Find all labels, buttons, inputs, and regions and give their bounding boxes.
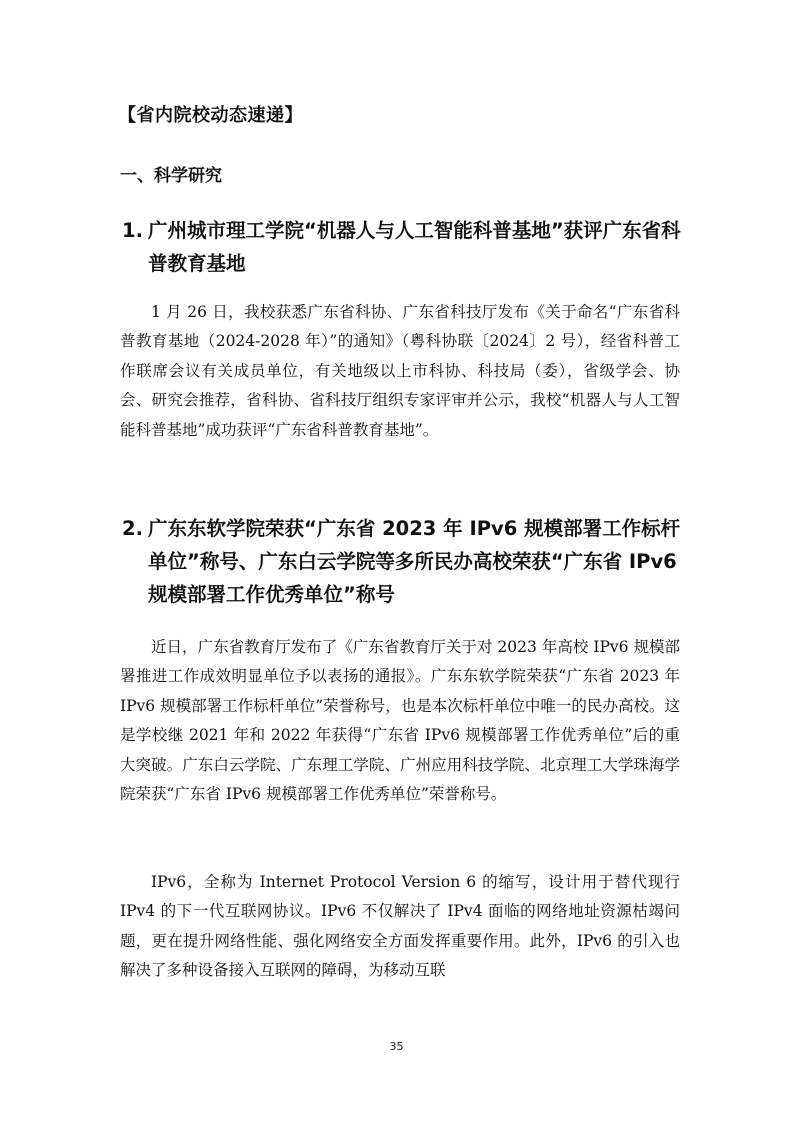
- page-number: 35: [389, 1040, 404, 1053]
- item-number: 1.: [122, 219, 143, 242]
- paragraph: IPv6，全称为 Internet Protocol Version 6 的缩写，设计用于替代现行 IPv4 的下一代互联网协议。IPv6 不仅解决了 IPv4 面临的网络地址资源枯竭问题，更在提升网络性能、强化网络安全方面发挥重要作用。此外，IPv6 的引入也解决了多种设备接入互联网的障碍，为移动互联: [120, 873, 680, 980]
- paragraph: 1 月 26 日，我校获悉广东省科协、广东省科技厅发布《关于命名“广东省科普教育基地（2024-2028 年）”的通知》（粤科协联〔2024〕2 号），经省科普工作联席会议有关成员单位，有关地级以上市科协、科技局（委），省级学会、协会、研究会推荐，省科协、省科技厅组织专家评审并公示，我校“机器人与人工智能科普基地”成功获评“广东省科普教育基地”。: [120, 303, 680, 439]
- category-heading: 一、科学研究: [120, 166, 222, 186]
- paragraph: 近日，广东省教育厅发布了《广东省教育厅关于对 2023 年高校 IPv6 规模部署推进工作成效明显单位予以表扬的通报》。广东东软学院荣获“广东省 2023 年 IPv6 规模部署工作标杆单位”荣誉称号，也是本次标杆单位中唯一的民办高校。这是学校继 2021 年和 2022 年获得“广东省 IPv6 规模部署工作优秀单位”后的重大突破。广东白云学院、广东理工学院、广州应用科技学院、北京理工大学珠海学院荣获“广东省 IPv6 规模部署工作优秀单位”荣誉称号。: [120, 638, 680, 804]
- item-heading-2: [122, 512, 682, 611]
- item-number: 2.: [122, 517, 143, 540]
- item-title: 广州城市理工学院“机器人与人工智能科普基地”获评广东省科普教育基地: [148, 219, 681, 275]
- section-label: 【省内院校动态速递】: [118, 105, 303, 126]
- item-title: 广东东软学院荣获“广东省 2023 年 IPv6 规模部署工作标杆单位”称号、广东白云学院等多所民办高校荣获“广东省 IPv6 规模部署工作优秀单位”称号: [148, 517, 681, 606]
- item-heading-1: [122, 214, 682, 280]
